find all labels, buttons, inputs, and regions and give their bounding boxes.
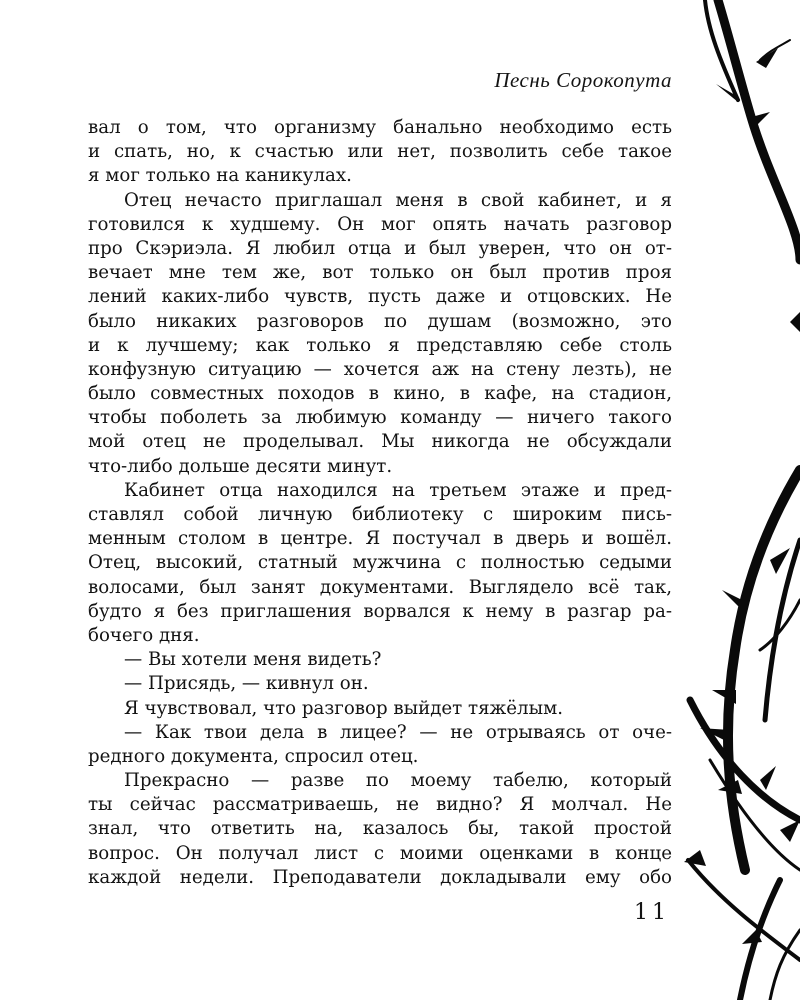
text-line: знал, что ответить на, казалось бы, такой простой	[88, 818, 672, 840]
text-line: и к лучшему; как только я представляю себе столь	[88, 334, 672, 356]
text-line: каждой недели. Преподаватели докладывали ему обо	[88, 866, 672, 888]
text-line: чтобы поболеть за любимую команду — ничего такого	[88, 407, 672, 429]
text-line: готовился к худшему. Он мог опять начать разговор	[88, 213, 672, 235]
text-line: вопрос. Он получал лист с моими оценками в конце	[88, 842, 672, 864]
page-number: 11	[634, 900, 670, 925]
body-text	[88, 116, 672, 890]
running-header: Песнь Сорокопута	[494, 68, 672, 92]
text-line: Кабинет отца находился на третьем этаже и пред-	[124, 479, 672, 501]
text-line: редного документа, спросил отец.	[88, 745, 419, 767]
text-line: и спать, но, к счастью или нет, позволить себе такое	[88, 141, 672, 163]
text-line: было совместных походов в кино, в кафе, на стадион,	[88, 383, 672, 405]
text-line: Я чувствовал, что разговор выйдет тяжёлым.	[124, 697, 564, 719]
text-line: будто я без приглашения ворвался к нему в разгар ра-	[88, 600, 672, 622]
text-line: вал о том, что организму банально необходимо есть	[88, 117, 672, 138]
text-line: вечает мне тем же, вот только он был против проя	[88, 262, 672, 284]
text-line: ты сейчас рассматриваешь, не видно? Я молчал. Не	[88, 794, 672, 816]
text-line: лений каких-либо чувств, пусть даже и отцовских. Не	[88, 286, 672, 308]
text-line: что-либо дольше десяти минут.	[88, 455, 393, 477]
text-line: Прекрасно — разве по моему табелю, который	[124, 770, 672, 792]
text-line: мой отец не проделывал. Мы никогда не обсуждали	[88, 431, 672, 453]
text-line: Отец, высокий, статный мужчина с полностью седыми	[88, 552, 672, 574]
text-line: менным столом в центре. Я постучал в дверь и вошёл.	[88, 528, 672, 550]
text-line: — Вы хотели меня видеть?	[124, 649, 382, 671]
text-line: про Скэриэла. Я любил отца и был уверен, что он от-	[88, 237, 672, 259]
text-line: ставлял собой личную библиотеку с широким пись-	[88, 504, 672, 525]
text-line: Отец нечасто приглашал меня в свой кабинет, и я	[124, 189, 672, 211]
text-line: — Как твои дела в лицее? — не отрываясь от оче-	[124, 721, 672, 743]
text-line: конфузную ситуацию — хочется аж на стену лезть), не	[88, 358, 672, 380]
text-line: волосами, был занят документами. Выглядело всё так,	[88, 576, 672, 598]
text-line: было никаких разговоров по душам (возможно, это	[88, 310, 672, 332]
text-line: я мог только на каникулах.	[88, 165, 352, 187]
text-line: бочего дня.	[88, 624, 200, 646]
text-line: — Присядь, — кивнул он.	[124, 673, 369, 695]
